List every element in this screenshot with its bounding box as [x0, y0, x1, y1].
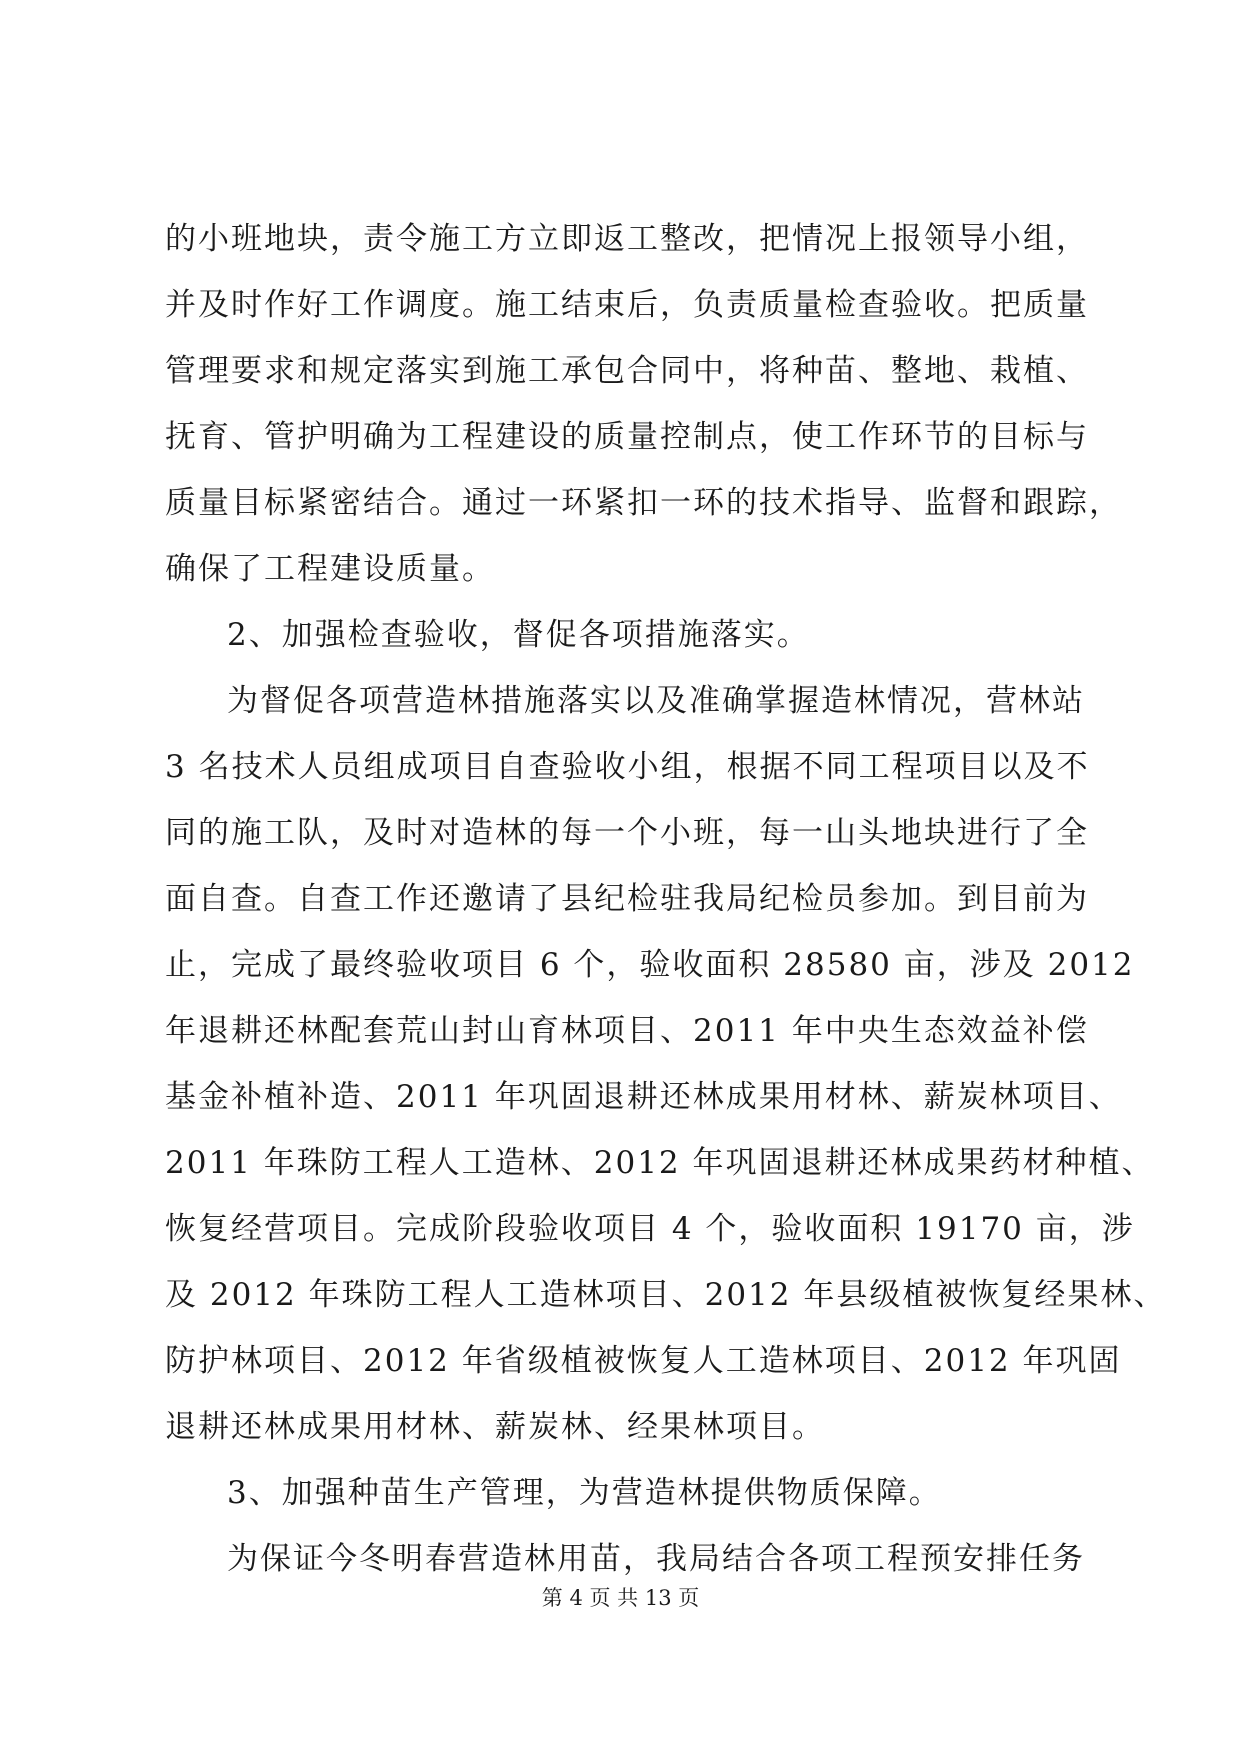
text-line: 止，完成了最终验收项目 6 个，验收面积 28580 亩，涉及 2012	[165, 947, 1135, 983]
text-line: 的小班地块，责令施工方立即返工整改，把情况上报领导小组，	[165, 221, 1089, 257]
text-line: 面自查。自查工作还邀请了县纪检驻我局纪检员参加。到目前为	[165, 881, 1089, 917]
text-line: 抚育、管护明确为工程建设的质量控制点，使工作环节的目标与	[165, 419, 1089, 455]
text-line: 并及时作好工作调度。施工结束后，负责质量检查验收。把质量	[165, 287, 1089, 323]
text-line: 3 名技术人员组成项目自查验收小组，根据不同工程项目以及不	[165, 749, 1090, 785]
page-number-footer: 第 4 页 共 13 页	[541, 1586, 700, 1610]
text-line: 防护林项目、2012 年省级植被恢复人工造林项目、2012 年巩固	[165, 1343, 1122, 1379]
text-line: 确保了工程建设质量。	[165, 551, 495, 587]
text-line: 2011 年珠防工程人工造林、2012 年巩固退耕还林成果药材种植、	[165, 1145, 1155, 1181]
text-line: 退耕还林成果用材林、薪炭林、经果林项目。	[165, 1409, 825, 1445]
section-heading: 3、加强种苗生产管理，为营造林提供物质保障。	[227, 1475, 942, 1511]
text-line: 同的施工队，及时对造林的每一个小班，每一山头地块进行了全	[165, 815, 1089, 851]
text-line: 恢复经营项目。完成阶段验收项目 4 个，验收面积 19170 亩，涉	[165, 1211, 1135, 1247]
text-line: 质量目标紧密结合。通过一环紧扣一环的技术指导、监督和跟踪，	[165, 485, 1122, 521]
text-line: 基金补植补造、2011 年巩固退耕还林成果用材林、薪炭林项目、	[165, 1079, 1122, 1115]
text-line: 年退耕还林配套荒山封山育林项目、2011 年中央生态效益补偿	[165, 1013, 1089, 1049]
text-line: 及 2012 年珠防工程人工造林项目、2012 年县级植被恢复经果林、	[165, 1277, 1167, 1313]
document-body	[165, 206, 1167, 1592]
section-heading: 2、加强检查验收，督促各项措施落实。	[227, 617, 810, 653]
text-line: 为保证今冬明春营造林用苗，我局结合各项工程预安排任务	[227, 1541, 1085, 1577]
text-line: 为督促各项营造林措施落实以及准确掌握造林情况，营林站	[227, 683, 1085, 719]
text-line: 管理要求和规定落实到施工承包合同中，将种苗、整地、栽植、	[165, 353, 1089, 389]
